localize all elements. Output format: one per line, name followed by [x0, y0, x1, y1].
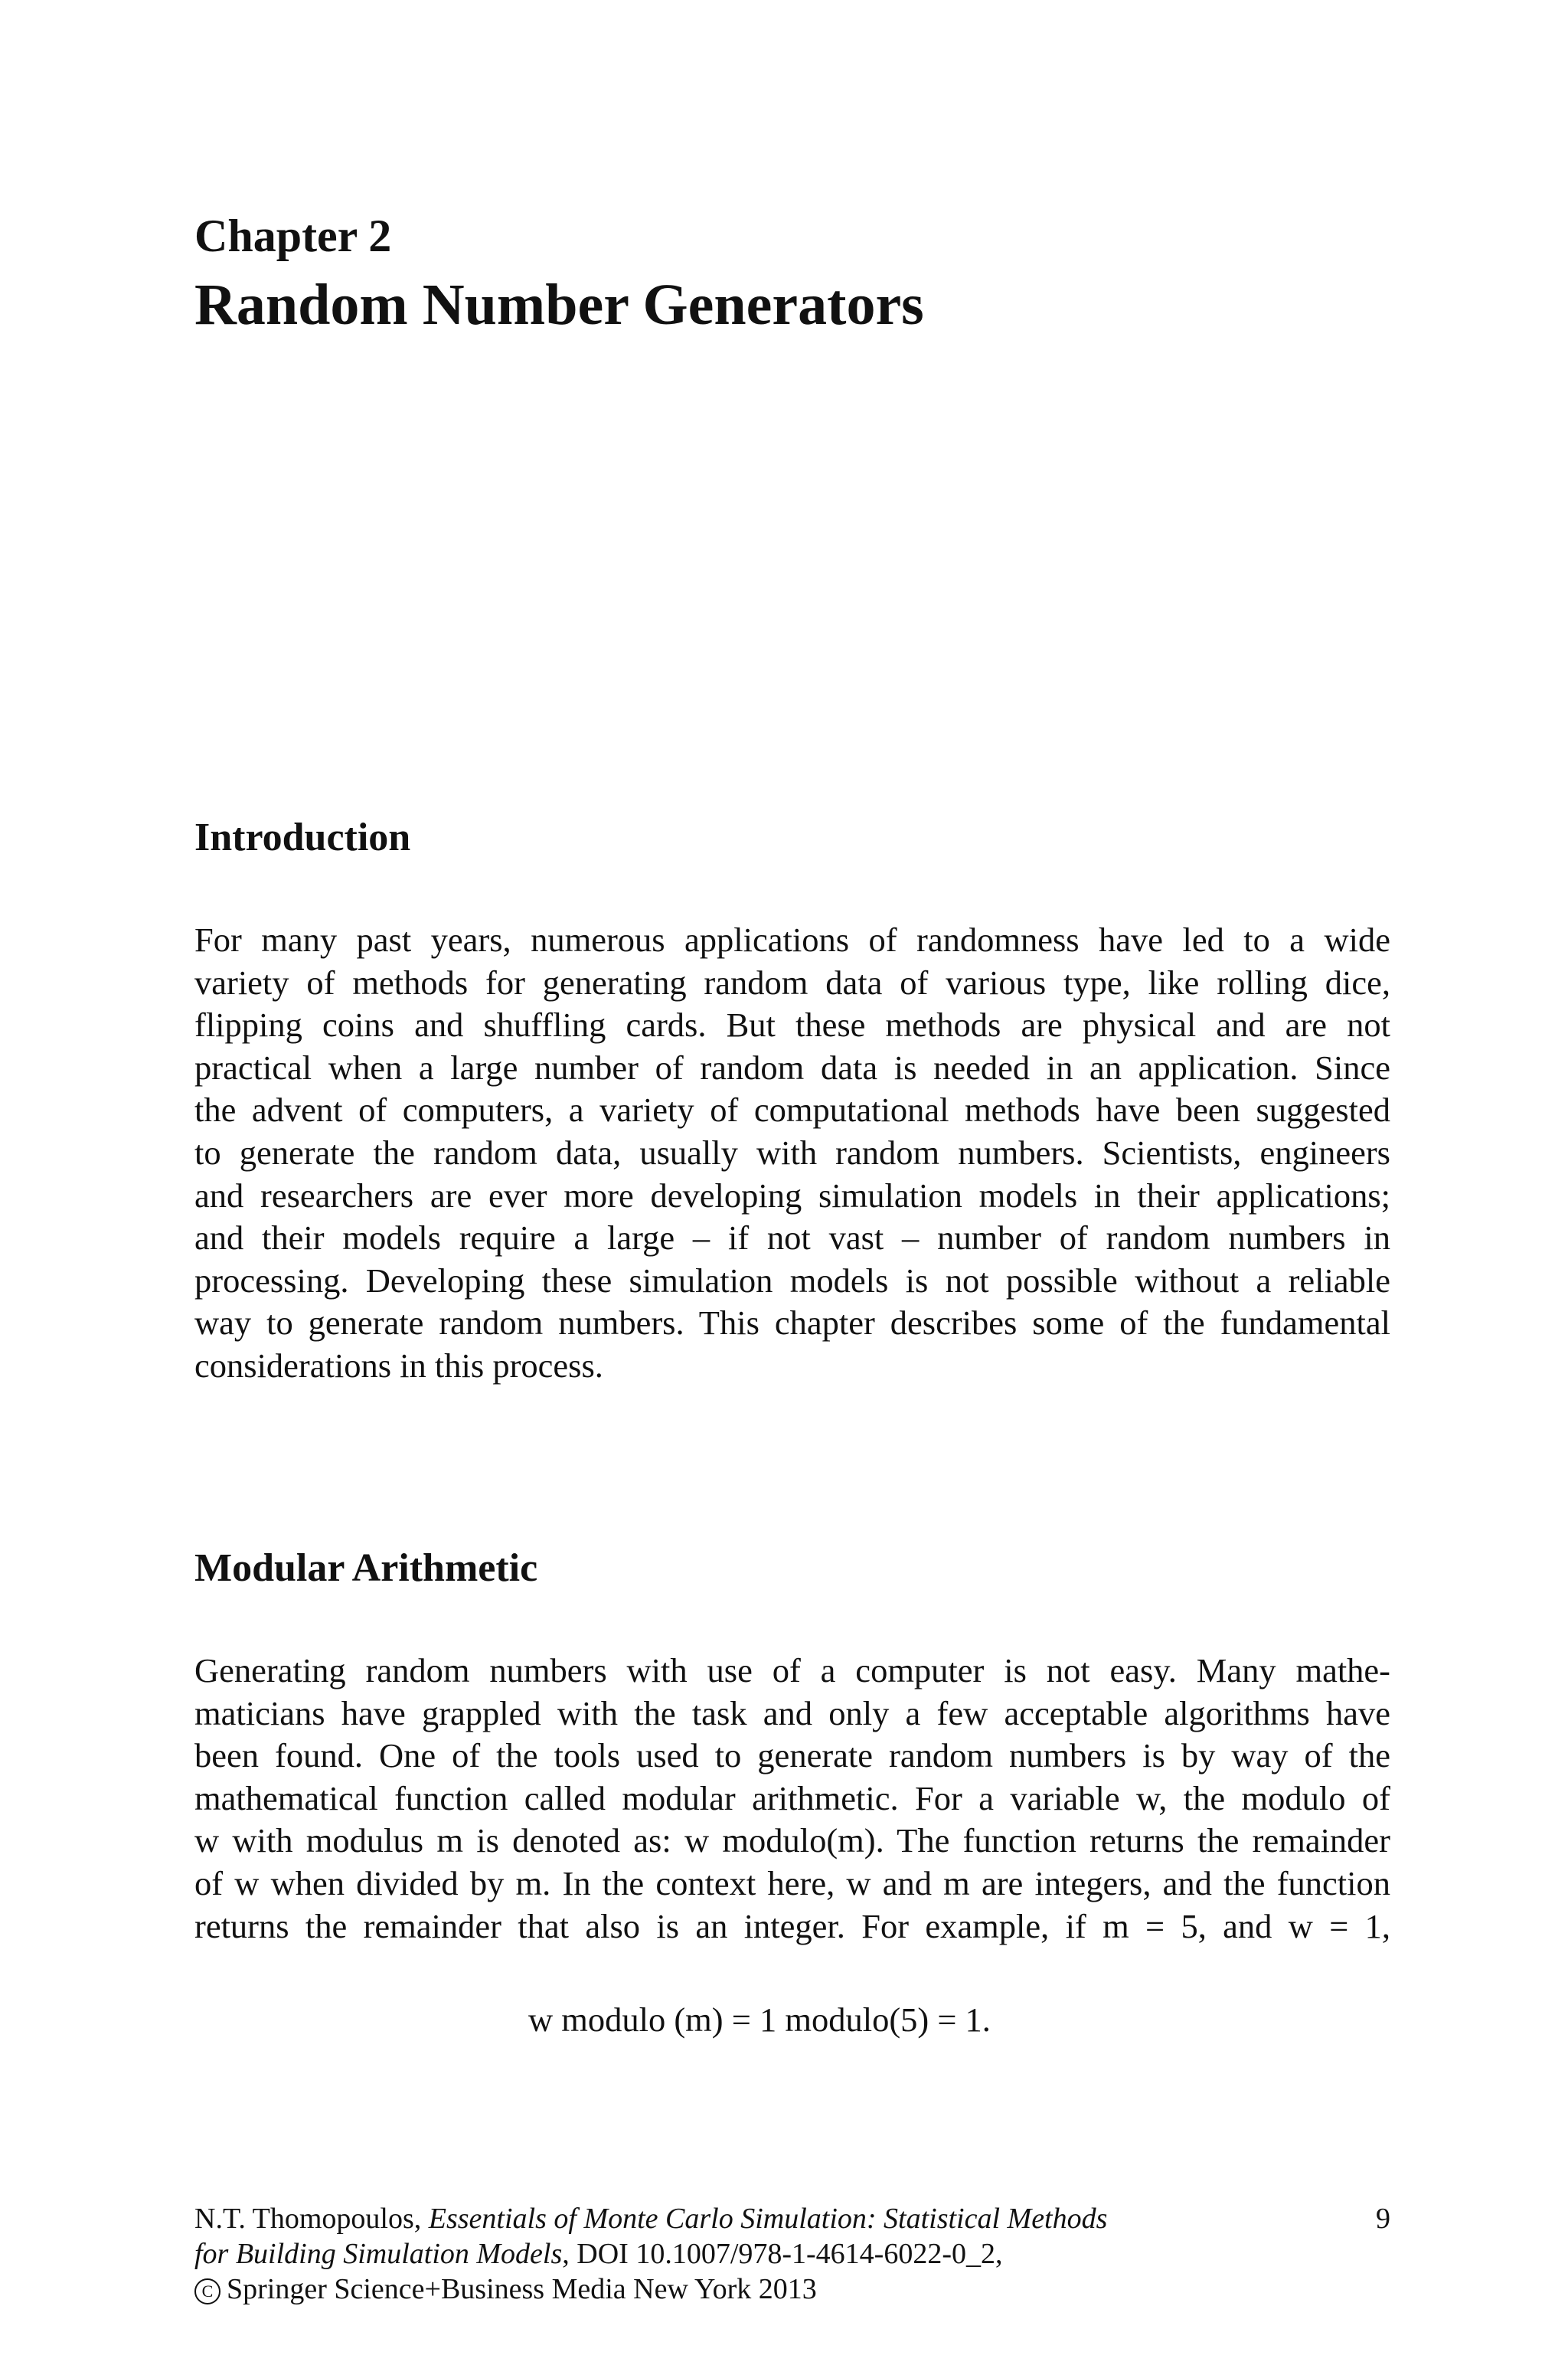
copyright-icon: C: [194, 2278, 220, 2304]
page-footer: [194, 2201, 1390, 2307]
footer-copyright-line: [194, 2272, 1390, 2307]
paragraph-line: Generating random numbers with use of a computer is not easy. Many mathe-: [194, 1651, 1390, 1689]
modular-arithmetic-paragraph: [194, 1650, 1390, 1948]
paragraph-line: practical when a large number of random data is needed in an application. Since: [194, 1048, 1390, 1087]
paragraph-line: considerations in this process.: [194, 1346, 603, 1385]
chapter-label: Chapter 2: [194, 211, 392, 261]
introduction-paragraph: [194, 919, 1390, 1388]
section-heading-introduction: Introduction: [194, 816, 411, 859]
paragraph-line: mathematical function called modular arithmetic. For a variable w, the modulo of: [194, 1778, 1390, 1817]
paragraph-line: maticians have grappled with the task and only a few acceptable algorithms have: [194, 1693, 1390, 1732]
paragraph-line: to generate the random data, usually with random numbers. Scientists, engineers: [194, 1133, 1390, 1172]
footer-citation-line-1: [194, 2201, 1390, 2236]
footer-copyright: Springer Science+Business Media New York 2013: [227, 2273, 817, 2305]
paragraph-line: of w when divided by m. In the context here, w and m are integers, and the function: [194, 1863, 1390, 1902]
footer-author: N.T. Thomopoulos,: [194, 2203, 429, 2235]
paragraph-line: processing. Developing these simulation models is not possible without a reliable: [194, 1261, 1390, 1300]
footer-book-subtitle: for Building Simulation Models: [194, 2238, 563, 2270]
paragraph-line: variety of methods for generating random data of various type, like rolling dice,: [194, 963, 1390, 1002]
footer-citation-line-2: [194, 2236, 1390, 2272]
paragraph-line: been found. One of the tools used to generate random numbers is by way of the: [194, 1736, 1390, 1775]
page-number: 9: [1376, 2203, 1390, 2235]
footer-doi: , DOI 10.1007/978-1-4614-6022-0_2,: [562, 2238, 1003, 2270]
section-heading-modular-arithmetic: Modular Arithmetic: [194, 1546, 538, 1590]
paragraph-line: returns the remainder that also is an integer. For example, if m = 5, and w = 1,: [194, 1906, 1390, 1945]
paragraph-line: w with modulus m is denoted as: w modulo(m). The function returns the remainder: [194, 1821, 1390, 1860]
paragraph-line: and researchers are ever more developing simulation models in their applications;: [194, 1176, 1390, 1215]
paragraph-line: flipping coins and shuffling cards. But these methods are physical and are not: [194, 1006, 1390, 1045]
display-equation: w modulo (m) = 1 modulo(5) = 1.: [528, 2000, 991, 2039]
paragraph-line: For many past years, numerous applications of randomness have led to a wide: [194, 921, 1390, 959]
paragraph-line: way to generate random numbers. This chapter describes some of the fundamental: [194, 1303, 1390, 1343]
chapter-title: Random Number Generators: [194, 273, 924, 337]
footer-book-title: Essentials of Monte Carlo Simulation: Statistical Methods: [428, 2203, 1108, 2235]
paragraph-line: and their models require a large – if not vast – number of random numbers in: [194, 1218, 1390, 1258]
paragraph-line: the advent of computers, a variety of computational methods have been suggested: [194, 1091, 1390, 1130]
